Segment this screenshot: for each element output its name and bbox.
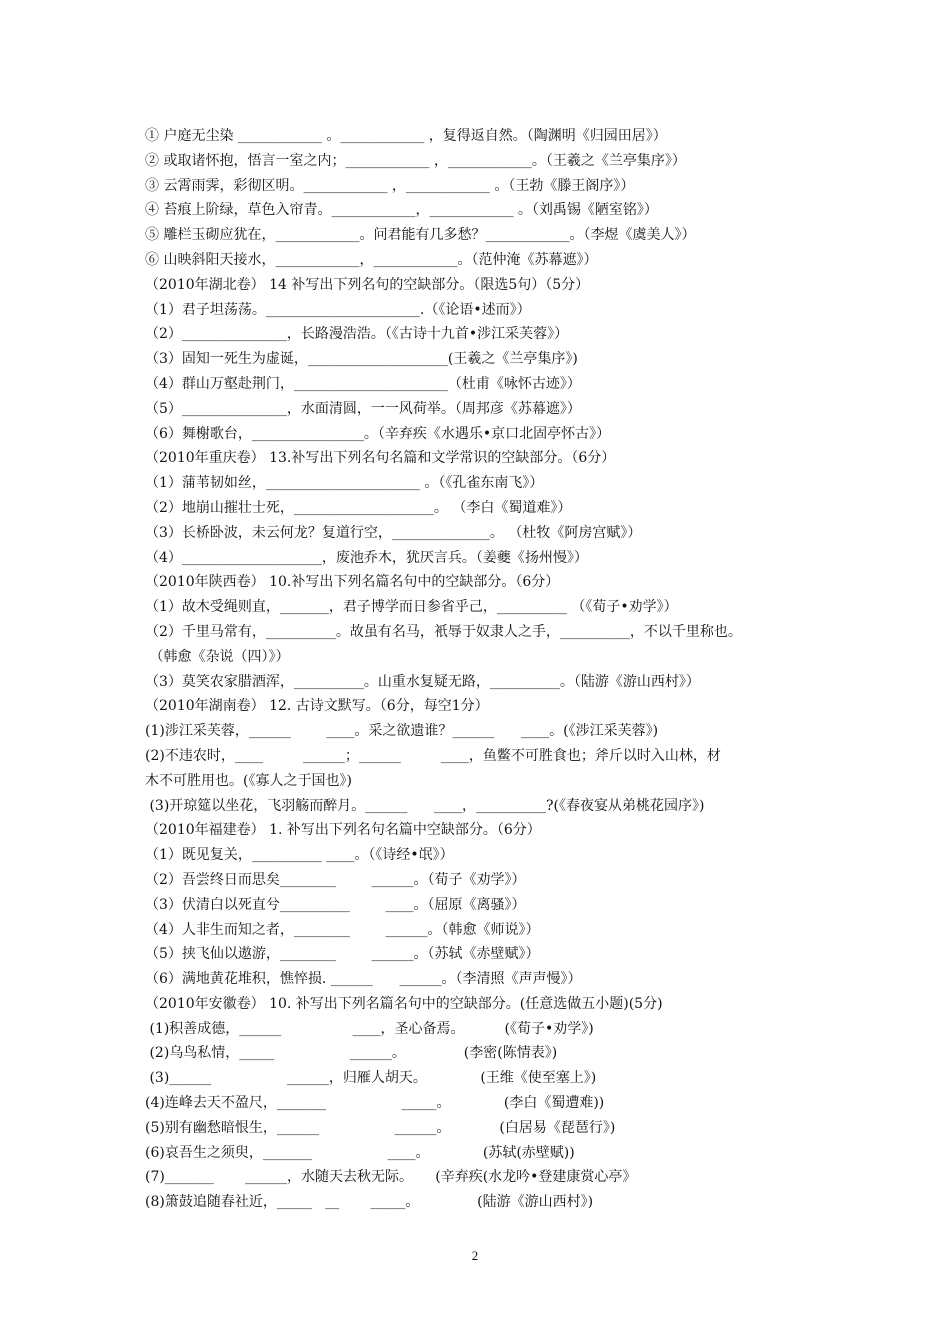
text-line: (4)连峰去天不盈尺，_______ _____。 (李白《蜀遭难)) bbox=[145, 1095, 605, 1112]
text-line: 木不可胜用也。(《寡人之于国也》) bbox=[145, 772, 352, 789]
text-line: （6）舞榭歌台，________________。（辛弃疾《水遇乐•京口北固亭怀古》） bbox=[145, 425, 611, 442]
text-line: (1)积善成德，______ ____，圣心备焉。 (《荀子•劝学》) bbox=[145, 1020, 594, 1037]
text-line: （2010年陕西卷） 10.补写出下列名篇名句中的空缺部分。（6分） bbox=[145, 574, 560, 591]
text-line: ② 或取诸怀抱，悟言一室之内；____________ ，____________。（王羲之《兰亭集序》） bbox=[145, 152, 686, 169]
text-line: （2010年安徽卷） 10. 补写出下列名篇名句中的空缺部分。(任意选做五小题)(5分) bbox=[145, 995, 663, 1012]
text-line: （1）蒲苇韧如丝，______________________ 。（《孔雀东南飞》） bbox=[145, 475, 544, 492]
text-line: （韩愈《杂说（四）》） bbox=[145, 648, 290, 665]
text-line: (7)_______ ______，水随天去秋无际。 (辛弃疾(水龙吟•登建康赏心亭》 bbox=[145, 1169, 637, 1186]
text-line: (2)不违农时，____ ______；______ ____，鱼鳖不可胜食也；斧斤以时入山林，材 bbox=[145, 747, 721, 764]
text-line: （2）千里马常有，__________。故虽有名马，衹辱于奴隶人之手，__________，不以千里称也。 bbox=[145, 623, 742, 640]
text-line: (8)箫鼓追随春社近，_____ __ _____。 (陆游《游山西村》) bbox=[145, 1194, 594, 1211]
text-line: （2）地崩山摧壮士死，____________________。 （李白《蜀道难》） bbox=[145, 499, 572, 516]
text-line: （2010年湖南卷） 12. 古诗文默写。（6分，每空1分） bbox=[145, 698, 489, 715]
text-line: ① 户庭无尘染 ____________ 。____________ ，复得返自然。（陶渊明《归园田居》） bbox=[145, 128, 667, 144]
text-line: （1）君子坦荡荡。______________________.（《论语•述而》） bbox=[145, 301, 531, 318]
text-line: ⑤ 雕栏玉砌应犹在，____________。问君能有几多愁？____________。（李煜《虞美人》） bbox=[145, 227, 696, 244]
text-line: （3）伏清白以死直兮__________ ____。（屈原《离骚》） bbox=[145, 896, 526, 913]
text-line: （2010年福建卷） 1. 补写出下列名句名篇中空缺部分。（6分） bbox=[145, 822, 541, 839]
text-line: （5）_______________，水面清圆，一一风荷举。（周邦彦《苏幕遮》） bbox=[145, 400, 581, 417]
text-line: ③ 云霄雨霁，彩彻区明。____________ ，____________ 。（王勃《滕王阁序》） bbox=[145, 177, 635, 194]
text-line: (3)______ ______，归雁人胡天。 (王维《使至塞上》) bbox=[145, 1070, 597, 1087]
text-line: ⑥ 山映斜阳天接水，____________，____________。（范仲淹《苏幕遮》） bbox=[145, 251, 598, 268]
text-line: （2010年湖北卷） 14 补写出下列名句的空缺部分。（限选5句）（5分） bbox=[145, 276, 590, 293]
exercise-content bbox=[145, 124, 835, 1215]
text-line: （5）挟飞仙以遨游，________ ______。（苏轼《赤壁赋》） bbox=[145, 946, 540, 963]
text-line: （3）莫笑农家腊酒浑，__________。山重水复疑无路，__________。（陆游《游山西村》） bbox=[145, 673, 700, 690]
text-line: （2010年重庆卷） 13.补写出下列名句名篇和文学常识的空缺部分。（6分） bbox=[145, 450, 616, 467]
page-number: 2 bbox=[471, 1248, 479, 1263]
text-line: （4）____________________，废池乔木，犹厌言兵。（姜夔《扬州慢》） bbox=[145, 549, 588, 566]
text-line: (5)别有幽愁暗恨生，______ ______。 (白居易《琵琶行》) bbox=[145, 1119, 616, 1136]
text-line: ④ 苔痕上阶绿，草色入帘青。____________，____________ 。（刘禹锡《陋室铭》） bbox=[145, 202, 658, 219]
text-line: （2）_______________，长路漫浩浩。（《古诗十九首•涉江采芙蓉》） bbox=[145, 326, 569, 343]
text-line: （1）故木受绳则直，_______，君子博学而日参省乎己，__________ （《荀子•劝学》） bbox=[145, 599, 678, 616]
text-line: (2)乌鸟私情，_____ ______。 (李密(陈情表》) bbox=[145, 1045, 558, 1062]
text-line: (3)开琼筵以坐花，飞羽觞而醉月。______ ____，__________?(《春夜宴从弟桃花园序》) bbox=[145, 797, 705, 814]
text-line: (6)哀吾生之须臾，_______ ____。 (苏轼(赤壁赋)) bbox=[145, 1144, 575, 1161]
text-line: （3）长桥卧波，未云何龙？复道行空，______________。 （杜牧《阿房宫赋》） bbox=[145, 524, 642, 541]
text-line: （1）既见复关，__________ ____。（《诗经•氓》） bbox=[145, 847, 454, 864]
text-line: (1)涉江采芙蓉，______ ____。采之欲遗谁？______ ____。(《涉江采芙蓉》) bbox=[145, 723, 659, 740]
text-line: （4）人非生而知之者，________ ______。（韩愈《师说》） bbox=[145, 921, 540, 938]
text-line: （2）吾尝终日而思矣________ ______。（荀子《劝学》） bbox=[145, 871, 526, 888]
text-line: （3）固知一死生为虚诞，____________________(王羲之《兰亭集序》) bbox=[145, 351, 578, 368]
text-line: （6）满地黄花堆积，憔悴损. ______ ______。（李清照《声声慢》） bbox=[145, 971, 582, 988]
text-line: （4）群山万壑赴荆门，______________________（杜甫《咏怀古迹》） bbox=[145, 375, 581, 392]
